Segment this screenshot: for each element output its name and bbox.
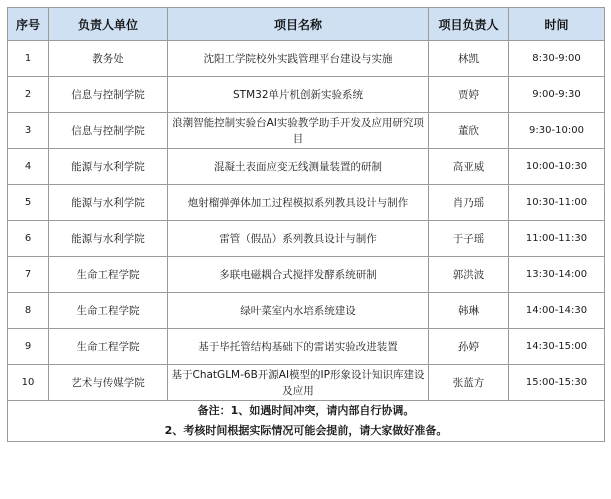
project-cell: 浪潮智能控制实验台AI实验教学助手开发及应用研究项目 xyxy=(168,113,429,149)
unit-cell: 艺术与传媒学院 xyxy=(49,365,168,401)
row-number: 5 xyxy=(8,185,49,221)
leader-cell: 董欣 xyxy=(429,113,509,149)
time-cell: 9:30-10:00 xyxy=(509,113,605,149)
row-number: 9 xyxy=(8,329,49,365)
leader-cell: 于子瑶 xyxy=(429,221,509,257)
project-cell: 多联电磁耦合式搅拌发酵系统研制 xyxy=(168,257,429,293)
table-row xyxy=(8,41,605,77)
time-cell: 11:00-11:30 xyxy=(509,221,605,257)
leader-cell: 贾婷 xyxy=(429,77,509,113)
table-row xyxy=(8,293,605,329)
project-cell: 沈阳工学院校外实践管理平台建设与实施 xyxy=(168,41,429,77)
time-cell: 14:30-15:00 xyxy=(509,329,605,365)
table-row xyxy=(8,113,605,149)
unit-cell: 信息与控制学院 xyxy=(49,113,168,149)
unit-cell: 生命工程学院 xyxy=(49,293,168,329)
leader-cell: 郭洪波 xyxy=(429,257,509,293)
unit-cell: 生命工程学院 xyxy=(49,257,168,293)
leader-cell: 孙婷 xyxy=(429,329,509,365)
unit-cell: 能源与水利学院 xyxy=(49,221,168,257)
unit-cell: 能源与水利学院 xyxy=(49,149,168,185)
project-cell: 基于ChatGLM-6B开源AI模型的IP形象设计知识库建设及应用 xyxy=(168,365,429,401)
row-number: 8 xyxy=(8,293,49,329)
row-number: 3 xyxy=(8,113,49,149)
header-unit: 负责人单位 xyxy=(49,8,168,41)
row-number: 4 xyxy=(8,149,49,185)
table-row xyxy=(8,221,605,257)
project-cell: 雷管（假品）系列教具设计与制作 xyxy=(168,221,429,257)
unit-cell: 能源与水利学院 xyxy=(49,185,168,221)
project-cell: 基于毕托管结构基础下的雷诺实验改进装置 xyxy=(168,329,429,365)
header-leader: 项目负责人 xyxy=(429,8,509,41)
table-row xyxy=(8,257,605,293)
header-project: 项目名称 xyxy=(168,8,429,41)
note-line-2: 2、考核时间根据实际情况可能会提前，请大家做好准备。 xyxy=(164,424,448,437)
notes-row xyxy=(8,401,605,442)
table-row xyxy=(8,329,605,365)
leader-cell: 张蓝方 xyxy=(429,365,509,401)
unit-cell: 信息与控制学院 xyxy=(49,77,168,113)
leader-cell: 肖乃瑶 xyxy=(429,185,509,221)
project-cell: 炮射榴弹弹体加工过程模拟系列教具设计与制作 xyxy=(168,185,429,221)
row-number: 10 xyxy=(8,365,49,401)
row-number: 6 xyxy=(8,221,49,257)
table-row xyxy=(8,365,605,401)
table-row xyxy=(8,77,605,113)
header-time: 时间 xyxy=(509,8,605,41)
header-row xyxy=(8,8,605,41)
project-cell: 绿叶菜室内水培系统建设 xyxy=(168,293,429,329)
row-number: 2 xyxy=(8,77,49,113)
time-cell: 9:00-9:30 xyxy=(509,77,605,113)
header-no: 序号 xyxy=(8,8,49,41)
time-cell: 13:30-14:00 xyxy=(509,257,605,293)
project-cell: STM32单片机创新实验系统 xyxy=(168,77,429,113)
time-cell: 14:00-14:30 xyxy=(509,293,605,329)
schedule-table xyxy=(7,7,605,442)
project-cell: 混凝土表面应变无线测量装置的研制 xyxy=(168,149,429,185)
time-cell: 8:30-9:00 xyxy=(509,41,605,77)
leader-cell: 高亚威 xyxy=(429,149,509,185)
leader-cell: 林凯 xyxy=(429,41,509,77)
note-line-1: 备注：1、如遇时间冲突，请内部自行协调。 xyxy=(197,404,415,417)
table-row xyxy=(8,149,605,185)
row-number: 7 xyxy=(8,257,49,293)
time-cell: 10:30-11:00 xyxy=(509,185,605,221)
leader-cell: 韩琳 xyxy=(429,293,509,329)
unit-cell: 生命工程学院 xyxy=(49,329,168,365)
time-cell: 15:00-15:30 xyxy=(509,365,605,401)
table-row xyxy=(8,185,605,221)
unit-cell: 教务处 xyxy=(49,41,168,77)
row-number: 1 xyxy=(8,41,49,77)
time-cell: 10:00-10:30 xyxy=(509,149,605,185)
notes-cell xyxy=(8,401,605,442)
